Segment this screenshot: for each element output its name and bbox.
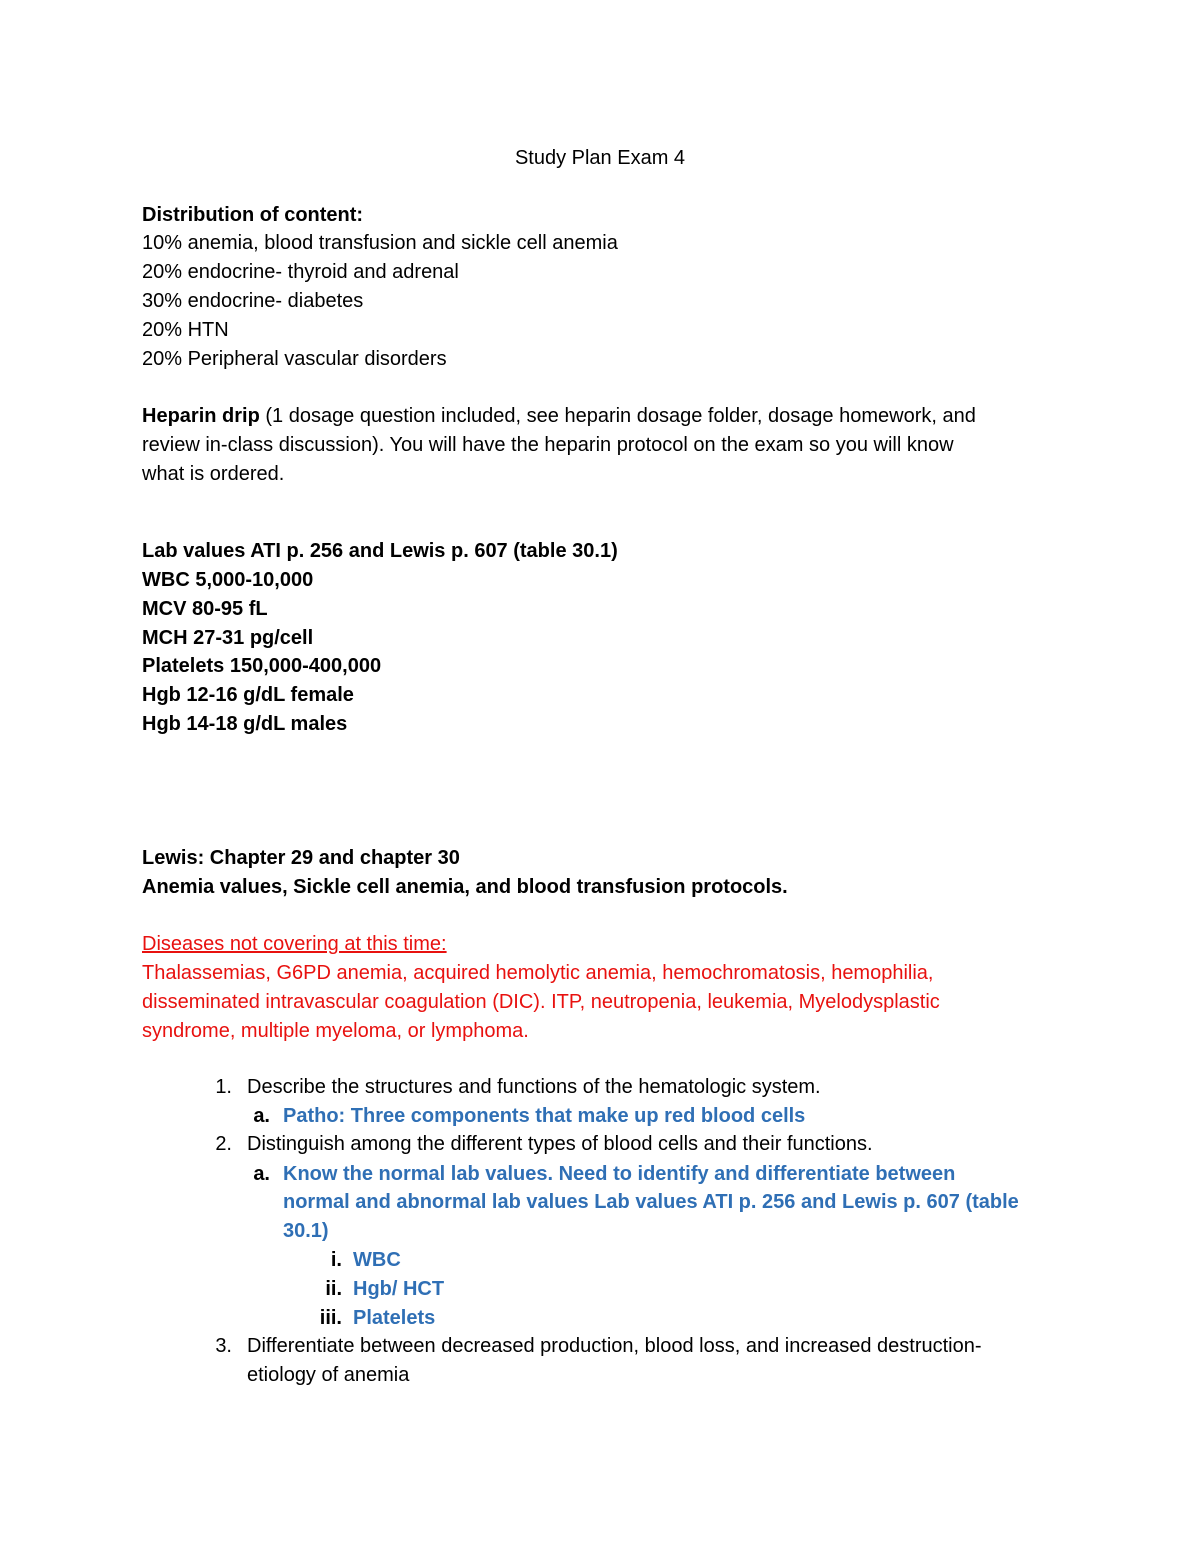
document-title: Study Plan Exam 4 bbox=[514, 147, 686, 169]
lab-values-heading: Lab values ATI p. 256 and Lewis p. 607 (table 30.1) bbox=[142, 540, 618, 562]
outline-sub-platelets: Platelets bbox=[353, 1307, 436, 1329]
outline-item-2a-line: 30.1) bbox=[283, 1220, 329, 1242]
lab-value-item: Hgb 14-18 g/dL males bbox=[142, 713, 348, 735]
outline-item-2: Distinguish among the different types of blood cells and their functions. bbox=[247, 1133, 873, 1155]
outline-item-3-line: etiology of anemia bbox=[247, 1364, 410, 1386]
heparin-line-1-text: (1 dosage question included, see heparin dosage folder, dosage homework, and bbox=[259, 405, 976, 427]
heparin-line-1 bbox=[142, 402, 976, 430]
lab-value-item: MCV 80-95 fL bbox=[142, 598, 268, 620]
lewis-topics: Anemia values, Sickle cell anemia, and blood transfusion protocols. bbox=[142, 876, 788, 898]
list-number: 1. bbox=[215, 1076, 232, 1098]
distribution-item: 20% HTN bbox=[142, 319, 229, 341]
list-number: 3. bbox=[215, 1335, 232, 1357]
list-roman: i. bbox=[330, 1249, 342, 1271]
list-roman: ii. bbox=[325, 1278, 342, 1300]
heparin-line-3: what is ordered. bbox=[142, 463, 285, 485]
outline-sub-wbc: WBC bbox=[353, 1249, 401, 1271]
heparin-line-2: review in-class discussion). You will have the heparin protocol on the exam so you will know bbox=[142, 434, 954, 456]
distribution-heading: Distribution of content: bbox=[142, 204, 364, 226]
diseases-line: syndrome, multiple myeloma, or lymphoma. bbox=[142, 1020, 529, 1042]
diseases-heading: Diseases not covering at this time: bbox=[142, 933, 447, 955]
distribution-item: 10% anemia, blood transfusion and sickle cell anemia bbox=[142, 232, 618, 254]
distribution-item: 30% endocrine- diabetes bbox=[142, 290, 364, 312]
heparin-label: Heparin drip bbox=[142, 405, 260, 427]
lab-value-item: MCH 27-31 pg/cell bbox=[142, 627, 314, 649]
outline-sub-hgb: Hgb/ HCT bbox=[353, 1278, 445, 1300]
outline-item-3-line: Differentiate between decreased production, blood loss, and increased destruction- bbox=[247, 1335, 982, 1357]
list-roman: iii. bbox=[319, 1307, 342, 1329]
distribution-item: 20% endocrine- thyroid and adrenal bbox=[142, 261, 459, 283]
outline-item-1: Describe the structures and functions of the hematologic system. bbox=[247, 1076, 821, 1098]
list-number: 2. bbox=[215, 1133, 232, 1155]
list-letter: a. bbox=[253, 1105, 270, 1127]
diseases-line: disseminated intravascular coagulation (DIC). ITP, neutropenia, leukemia, Myelodysplastic bbox=[142, 991, 940, 1013]
list-letter: a. bbox=[253, 1163, 270, 1185]
lab-value-item: WBC 5,000-10,000 bbox=[142, 569, 314, 591]
lab-value-item: Platelets 150,000-400,000 bbox=[142, 655, 382, 677]
diseases-line: Thalassemias, G6PD anemia, acquired hemolytic anemia, hemochromatosis, hemophilia, bbox=[142, 962, 934, 984]
outline-item-2a-line: Know the normal lab values. Need to identify and differentiate between bbox=[283, 1163, 956, 1185]
distribution-item: 20% Peripheral vascular disorders bbox=[142, 348, 447, 370]
outline-item-2a-line: normal and abnormal lab values Lab values ATI p. 256 and Lewis p. 607 (table bbox=[283, 1191, 1019, 1213]
lab-value-item: Hgb 12-16 g/dL female bbox=[142, 684, 354, 706]
outline-item-1a: Patho: Three components that make up red blood cells bbox=[283, 1105, 806, 1127]
lewis-chapters: Lewis: Chapter 29 and chapter 30 bbox=[142, 847, 460, 869]
